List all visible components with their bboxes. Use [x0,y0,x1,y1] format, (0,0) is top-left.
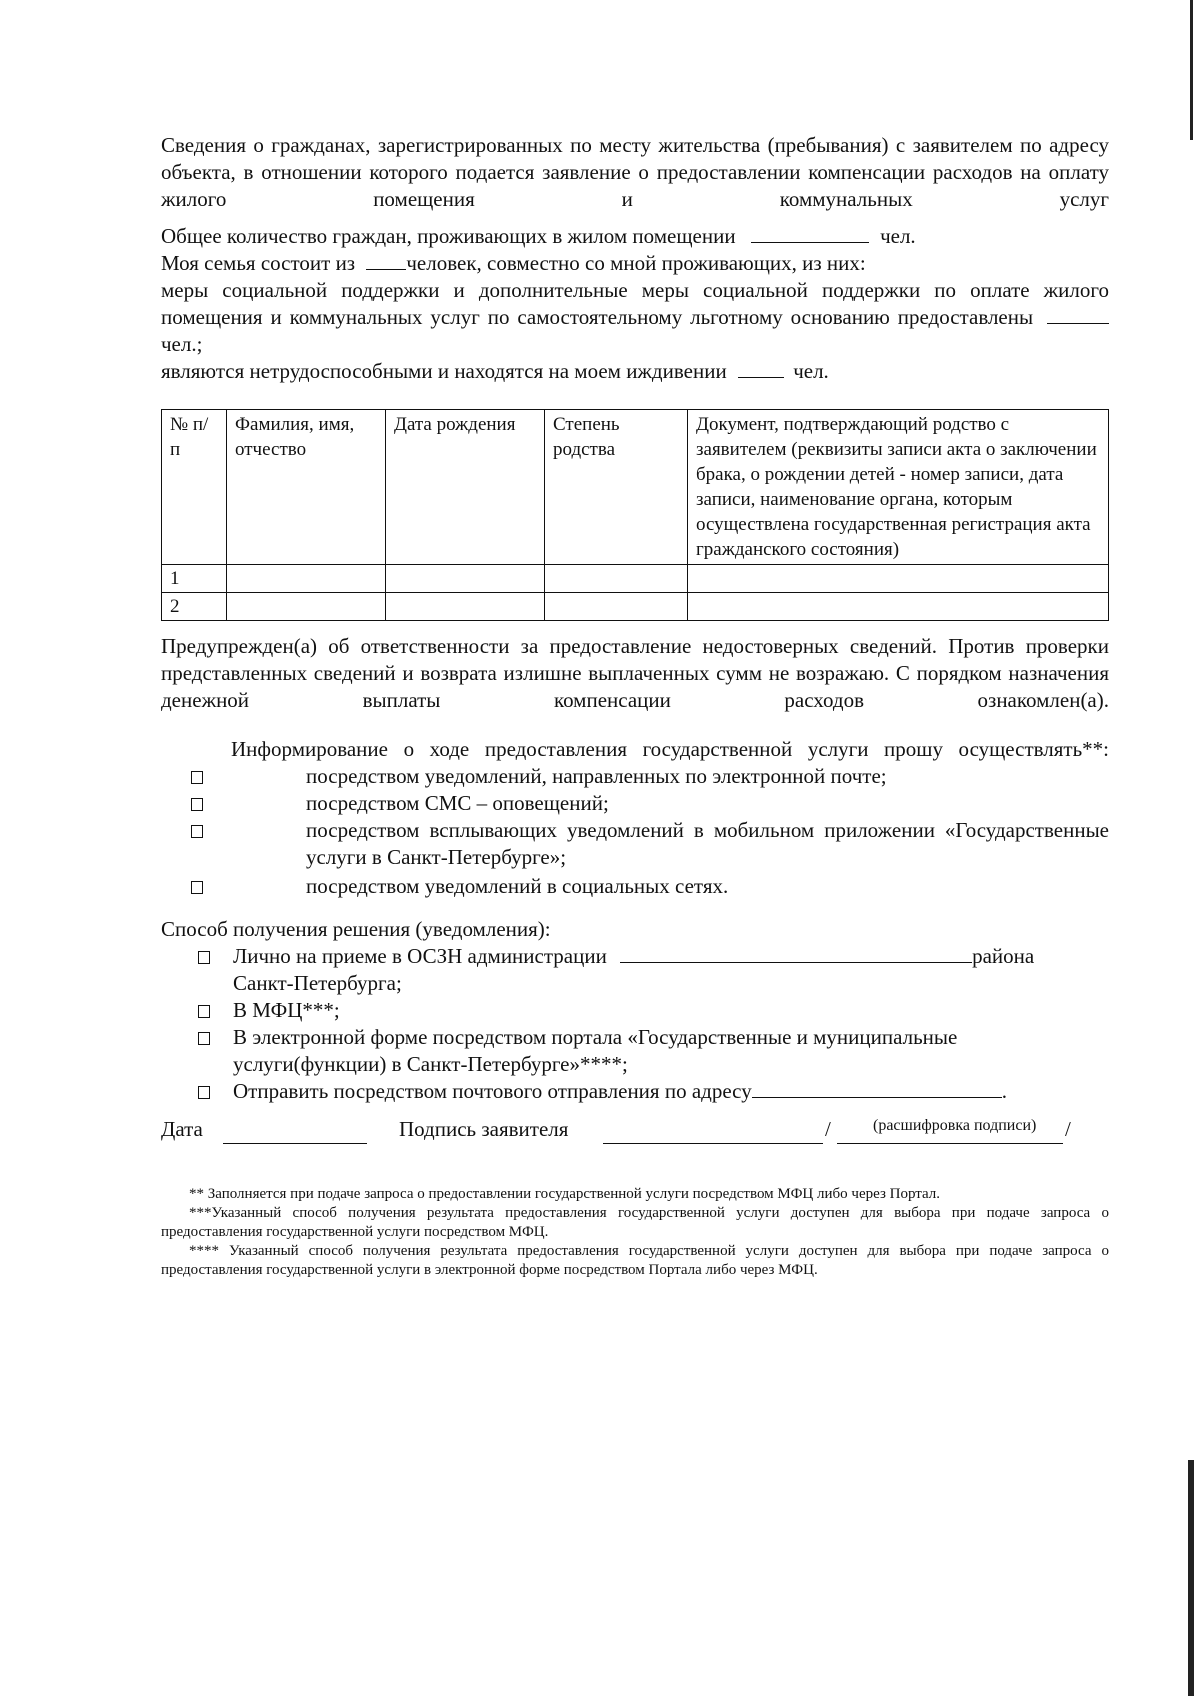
checkbox-icon[interactable] [198,951,210,964]
row-number: 1 [162,565,227,593]
inform-title: Информирование о ходе предоставления государственной услуги прошу осуществлять**: [231,737,1109,761]
family-count-blank[interactable] [366,250,406,270]
header-number: № п/п [162,410,227,565]
header-birth-date: Дата рождения [386,410,545,565]
mail-period: . [1001,1079,1007,1103]
mfc-label: В МФЦ***; [233,998,340,1022]
table-row [162,565,1109,593]
footnote: **** Указанный способ получения результата предоставления государственной услуги доступен для выбора при подаче запроса о предоставления государственной услуги в электронной форме посредством Портала либо через МФЦ. [161,1243,1109,1278]
mail-label: Отправить посредством почтового отправления по адресу [233,1079,752,1103]
footnotes [161,1185,1109,1280]
family-unit: человек, совместно со мной проживающих, из них: [406,251,866,275]
signature-slash: / [825,1117,831,1141]
method-option-mail[interactable] [161,1078,1109,1105]
signature-label: Подпись заявителя [399,1117,569,1141]
in-person-label: Лично на приеме в ОСЗН администрации [233,944,607,968]
inform-option-app[interactable] [161,817,1109,871]
checkbox-icon[interactable] [198,1086,210,1099]
table-cell[interactable] [545,593,688,621]
total-citizens-label: Общее количество граждан, проживающих в жилом помещении [161,224,736,248]
family-line [161,250,1109,277]
checkbox-icon[interactable] [198,1005,210,1018]
method-option-in-person[interactable] [161,943,1109,997]
inform-option-email[interactable] [161,763,1109,790]
date-blank[interactable] [223,1117,367,1144]
decode-label: (расшифровка подписи) [873,1117,1037,1134]
signature-slash-end: / [1065,1117,1071,1141]
checkbox-icon[interactable] [191,771,203,784]
dependents-unit: чел. [793,359,829,383]
mail-address-blank[interactable] [752,1078,1002,1098]
row-number: 2 [162,593,227,621]
footnote: ** Заполняется при подаче запроса о предоставлении государственной услуги посредством МФЦ либо через Портал. [189,1186,941,1202]
scan-edge [1188,1460,1194,1696]
dependents-line [161,358,1109,385]
signature-blank[interactable] [603,1117,823,1144]
method-option-mfc[interactable] [161,997,1109,1024]
dependents-count-blank[interactable] [738,358,784,378]
table-cell[interactable] [545,565,688,593]
inform-option-sms[interactable] [161,790,1109,817]
checkbox-icon[interactable] [198,1032,210,1045]
table-header-row [162,410,1109,565]
inform-options [161,763,1109,900]
table-row [162,593,1109,621]
footnote: ***Указанный способ получения результата предоставления государственной услуги доступен для выбора при подаче запроса о предоставления государственной услуги посредством МФЦ. [161,1205,1109,1240]
in-person-city: Санкт-Петербурга; [233,971,402,995]
document-page [161,132,1109,1280]
method-option-portal[interactable] [161,1024,1109,1078]
table-cell[interactable] [227,565,386,593]
dependents-label: являются нетрудоспособными и находятся на моем иждивении [161,359,727,383]
district-suffix: района [972,944,1035,968]
table-cell[interactable] [386,565,545,593]
method-title: Способ получения решения (уведомления): [161,917,551,941]
support-text: меры социальной поддержки и дополнительные меры социальной поддержки по оплате жилого помещения и коммунальных услуг по самостоятельному льготному основанию предоставлены чел.; [161,278,1109,356]
inform-option-label: посредством уведомлений, направленных по электронной почте; [306,764,887,788]
date-label: Дата [161,1117,203,1141]
method-options [161,943,1109,1105]
support-count-blank[interactable] [1047,304,1109,324]
checkbox-icon[interactable] [191,825,203,838]
total-citizens-unit: чел. [880,224,916,248]
liability-warning: Предупрежден(а) об ответственности за предоставление недостоверных сведений. Против проверки представленных сведений и возврата излишне выплаченных сумм не возражаю. С порядком назначения денежной выплаты компенсации расходов ознакомлен(а). [161,634,1109,712]
family-label: Моя семья состоит из [161,251,356,275]
inform-option-social[interactable] [161,873,1109,900]
signature-block [161,1111,1109,1151]
table-cell[interactable] [227,593,386,621]
total-citizens-blank[interactable] [751,223,869,243]
table-cell[interactable] [688,593,1109,621]
intro-text: Сведения о гражданах, зарегистрированных по месту жительства (пребывания) с заявителем по адресу объекта, в отношении которого подается заявление о предоставлении компенсации расходов на оплату жилого помещения и коммунальных услуг [161,133,1109,211]
inform-option-label: посредством уведомлений в социальных сетях. [306,874,729,898]
support-line [161,277,1109,358]
total-citizens-line [161,223,1109,250]
table-cell[interactable] [386,593,545,621]
table-cell[interactable] [688,565,1109,593]
checkbox-icon[interactable] [191,798,203,811]
header-full-name: Фамилия, имя, отчество [227,410,386,565]
checkbox-icon[interactable] [191,881,203,894]
support-unit: чел.; [161,332,203,356]
header-document: Документ, подтверждающий родство с заявителем (реквизиты записи акта о заключении брака, о рождении детей - номер записи, дата записи, наименование органа, которым осуществлена государственная регистрация акта гражданского состояния) [688,410,1109,565]
scan-edge [1190,0,1193,140]
relatives-table [161,409,1109,621]
district-blank[interactable] [620,943,972,963]
portal-label: В электронной форме посредством портала «Государственные и муниципальные услуги(функции) в Санкт-Петербурге»****; [233,1025,958,1076]
inform-option-label: посредством СМС – оповещений; [306,791,609,815]
header-relation: Степень родства [545,410,688,565]
inform-option-label: посредством всплывающих уведомлений в мобильном приложении «Государственные услуги в Санкт-Петербурге»; [306,818,1109,869]
